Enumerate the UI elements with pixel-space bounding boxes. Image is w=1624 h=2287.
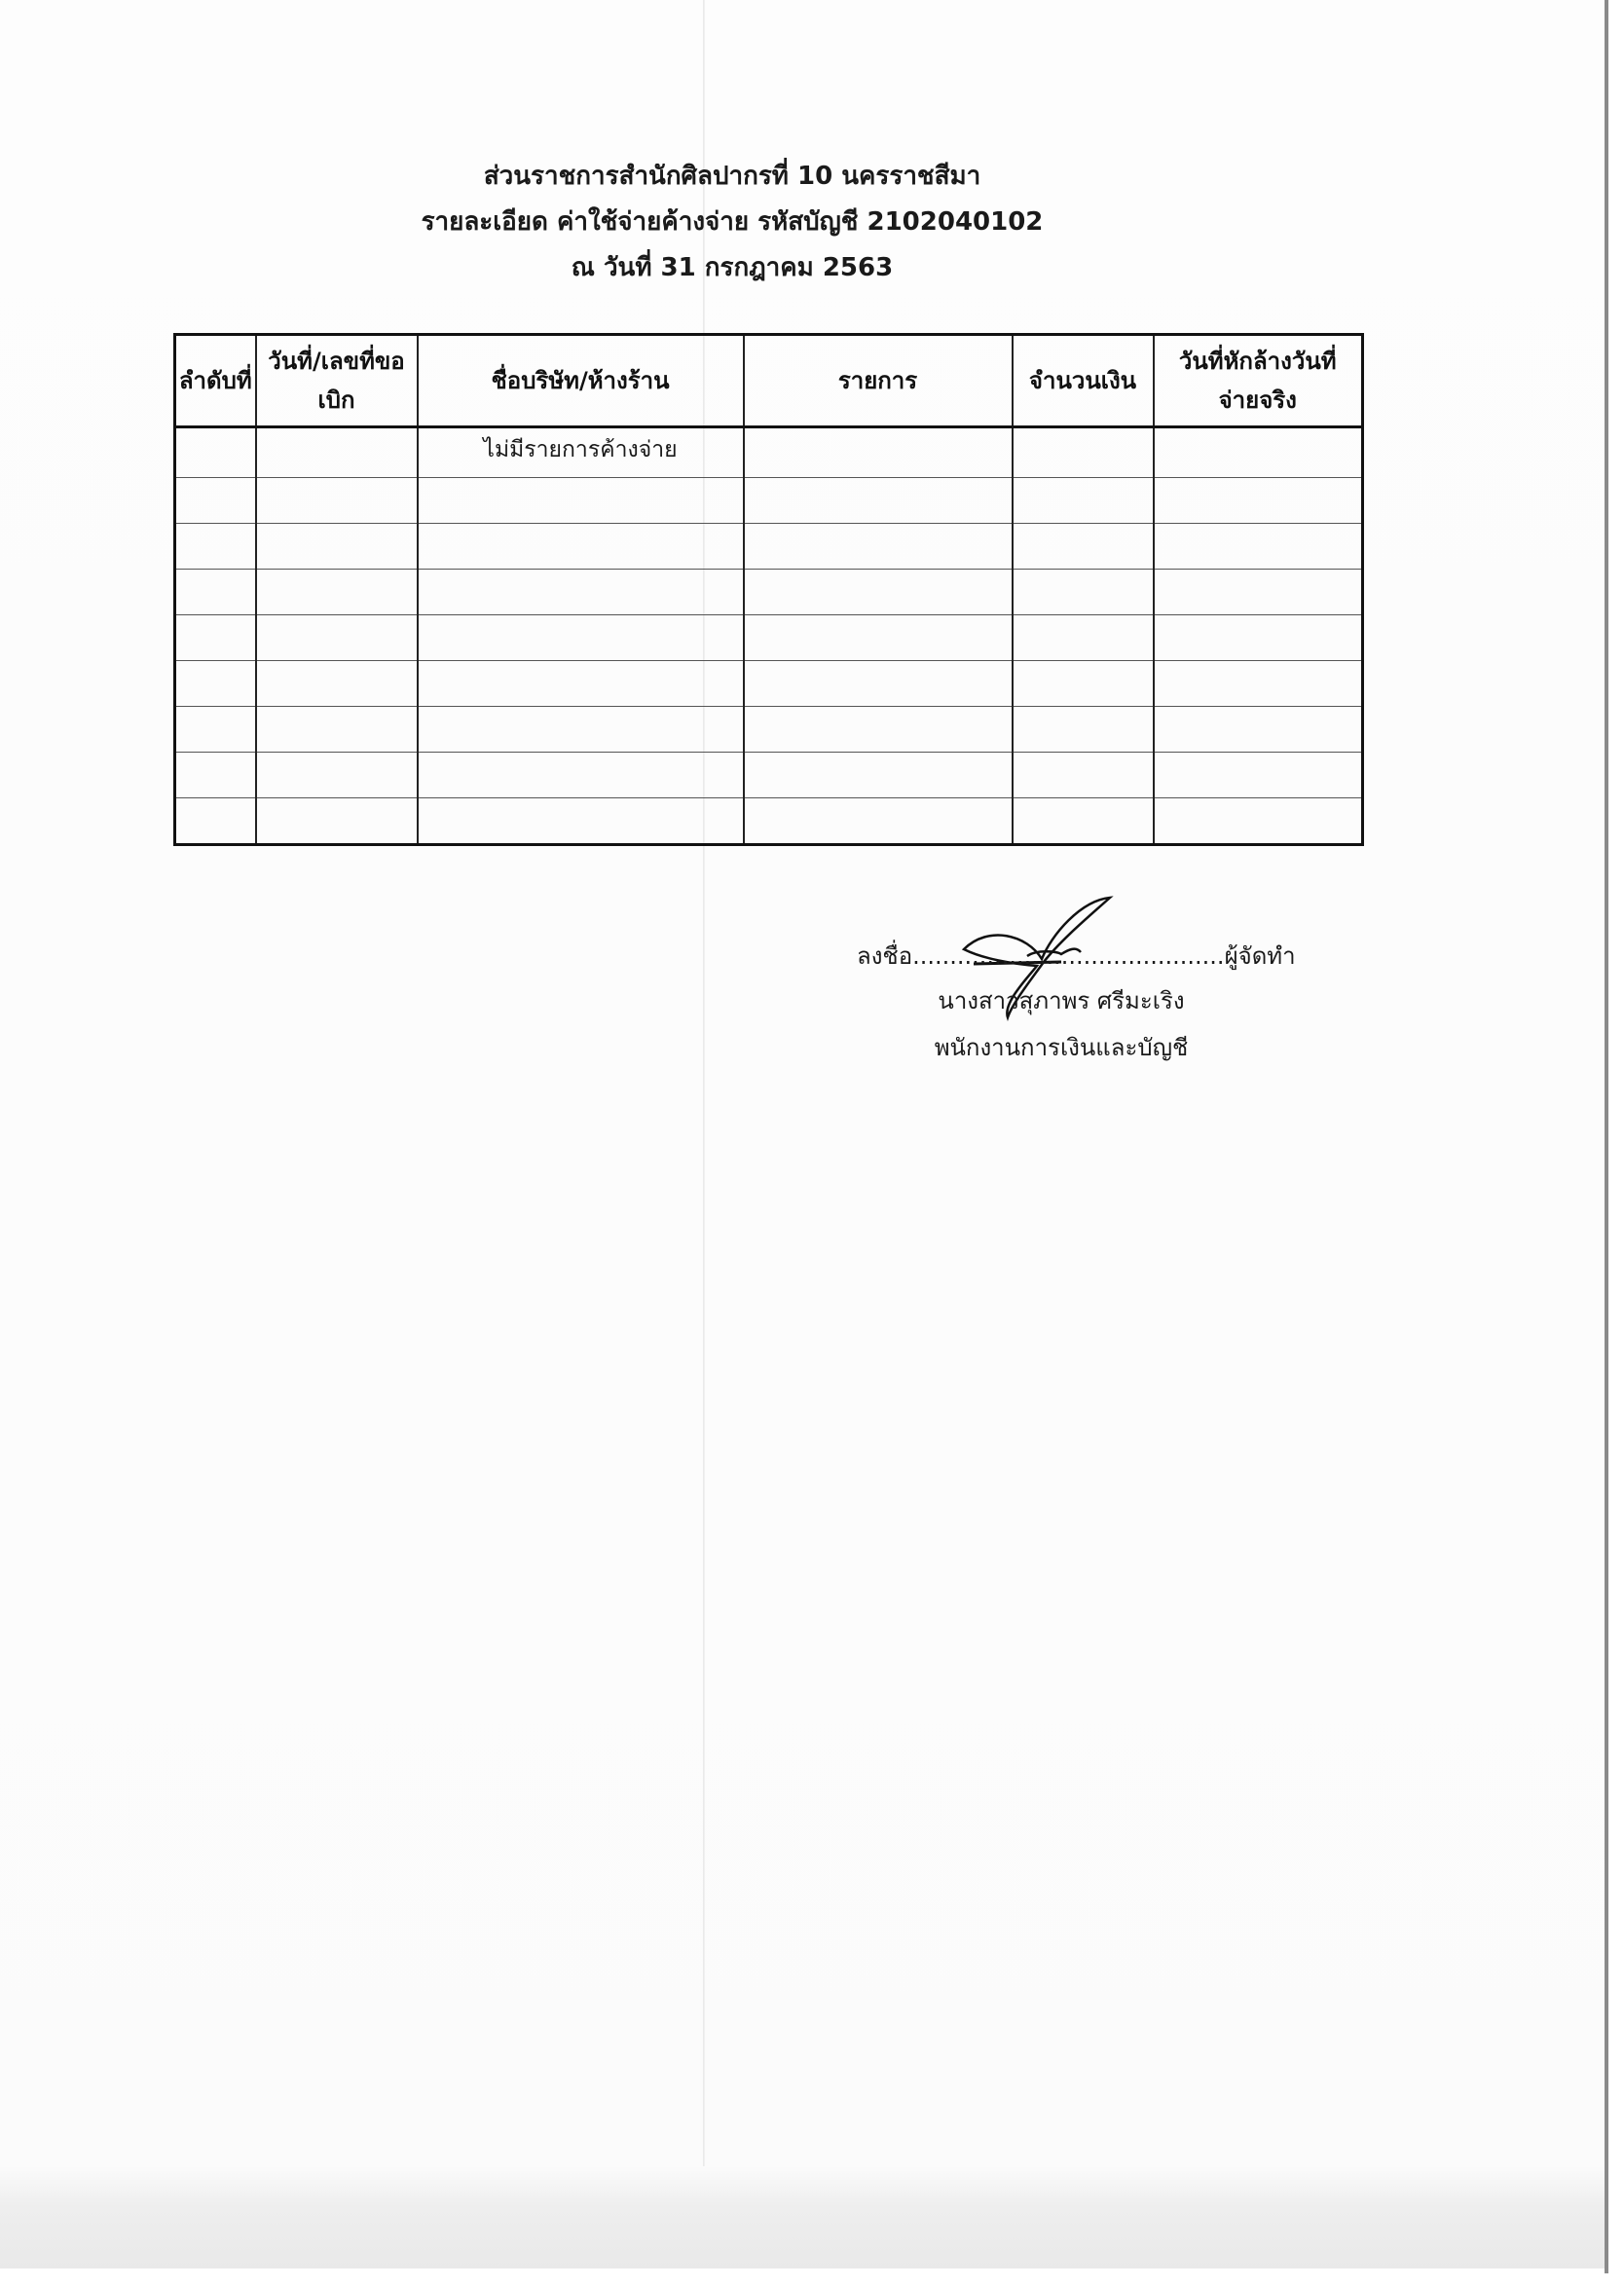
table-cell — [1013, 707, 1154, 753]
table-cell — [744, 798, 1013, 845]
report-title: รายละเอียด ค่าใช้จ่ายค้างจ่าย รหัสบัญชี 2102040102 — [421, 207, 1044, 237]
table-cell — [744, 478, 1013, 524]
table-cell — [744, 615, 1013, 661]
table-cell — [744, 427, 1013, 478]
table-cell — [418, 524, 744, 570]
table-cell — [175, 707, 256, 753]
table-cell — [418, 707, 744, 753]
table-cell — [418, 798, 744, 845]
table-cell — [744, 707, 1013, 753]
table-cell — [1013, 427, 1154, 478]
table-cell — [256, 753, 418, 798]
table-cell — [256, 707, 418, 753]
table-cell — [175, 661, 256, 707]
table-cell — [175, 478, 256, 524]
table-header-row — [175, 335, 1363, 427]
column-header-date-request-no: วันที่/เลขที่ขอ เบิก — [256, 335, 418, 427]
table-cell: ไม่มีรายการค้างจ่าย — [418, 427, 744, 478]
scan-margin — [0, 2269, 1624, 2287]
table-cell — [175, 615, 256, 661]
table-cell — [744, 753, 1013, 798]
table-cell — [1154, 661, 1363, 707]
table-cell — [175, 524, 256, 570]
table-cell — [1013, 753, 1154, 798]
table-cell — [1013, 661, 1154, 707]
accrued-expenses-table — [173, 333, 1364, 846]
table-row — [175, 478, 1363, 524]
table-cell — [744, 570, 1013, 615]
table-cell — [1154, 615, 1363, 661]
table-cell — [418, 478, 744, 524]
scan-shadow — [0, 2166, 1605, 2269]
scan-margin-right — [1608, 0, 1624, 2287]
table-cell — [256, 427, 418, 478]
signature-prefix: ลงชื่อ — [857, 942, 913, 970]
table-row — [175, 524, 1363, 570]
table-row — [175, 615, 1363, 661]
table-cell — [418, 661, 744, 707]
agency-title: ส่วนราชการสำนักศิลปากรที่ 10 นครราชสีมา — [483, 162, 981, 191]
table-cell — [1154, 753, 1363, 798]
document-header — [0, 154, 1460, 291]
table-cell — [418, 615, 744, 661]
table-cell — [256, 798, 418, 845]
table-row — [175, 753, 1363, 798]
table-cell — [256, 478, 418, 524]
table-cell — [744, 661, 1013, 707]
signature-role: ผู้จัดทำ — [1224, 942, 1296, 970]
table-cell — [1154, 427, 1363, 478]
table-cell — [1013, 615, 1154, 661]
table-cell — [1013, 798, 1154, 845]
table-cell — [175, 570, 256, 615]
signature-dots: .......................................... — [912, 942, 1225, 970]
signature-block — [857, 935, 1296, 1071]
signature-line — [857, 935, 1296, 978]
table-cell — [175, 753, 256, 798]
table-cell — [418, 570, 744, 615]
table-cell — [1154, 798, 1363, 845]
table-cell — [1013, 524, 1154, 570]
column-header-sequence: ลำดับที่ — [175, 335, 256, 427]
table-row — [175, 570, 1363, 615]
report-date: ณ วันที่ 31 กรกฎาคม 2563 — [571, 253, 894, 282]
table-row — [175, 427, 1363, 478]
table-row — [175, 661, 1363, 707]
table-cell — [1154, 478, 1363, 524]
table-cell — [1154, 570, 1363, 615]
table-cell — [256, 524, 418, 570]
table-cell — [1154, 524, 1363, 570]
table-row — [175, 798, 1363, 845]
table-cell — [1154, 707, 1363, 753]
table-cell — [418, 753, 744, 798]
column-header-item: รายการ — [744, 335, 1013, 427]
column-header-clearing-date: วันที่หักล้างวันที่ จ่ายจริง — [1154, 335, 1363, 427]
table-cell — [744, 524, 1013, 570]
column-header-company: ชื่อบริษัท/ห้างร้าน — [418, 335, 744, 427]
table-cell — [175, 427, 256, 478]
signatory-name: นางสาวสุภาพร ศรีมะเริง — [938, 987, 1185, 1014]
table-cell — [256, 661, 418, 707]
table-cell — [256, 615, 418, 661]
column-header-amount: จำนวนเงิน — [1013, 335, 1154, 427]
table-cell — [175, 798, 256, 845]
table-cell — [1013, 478, 1154, 524]
signatory-position: พนักงานการเงินและบัญชี — [934, 1034, 1189, 1061]
table-cell — [1013, 570, 1154, 615]
table-cell — [256, 570, 418, 615]
table-row — [175, 707, 1363, 753]
